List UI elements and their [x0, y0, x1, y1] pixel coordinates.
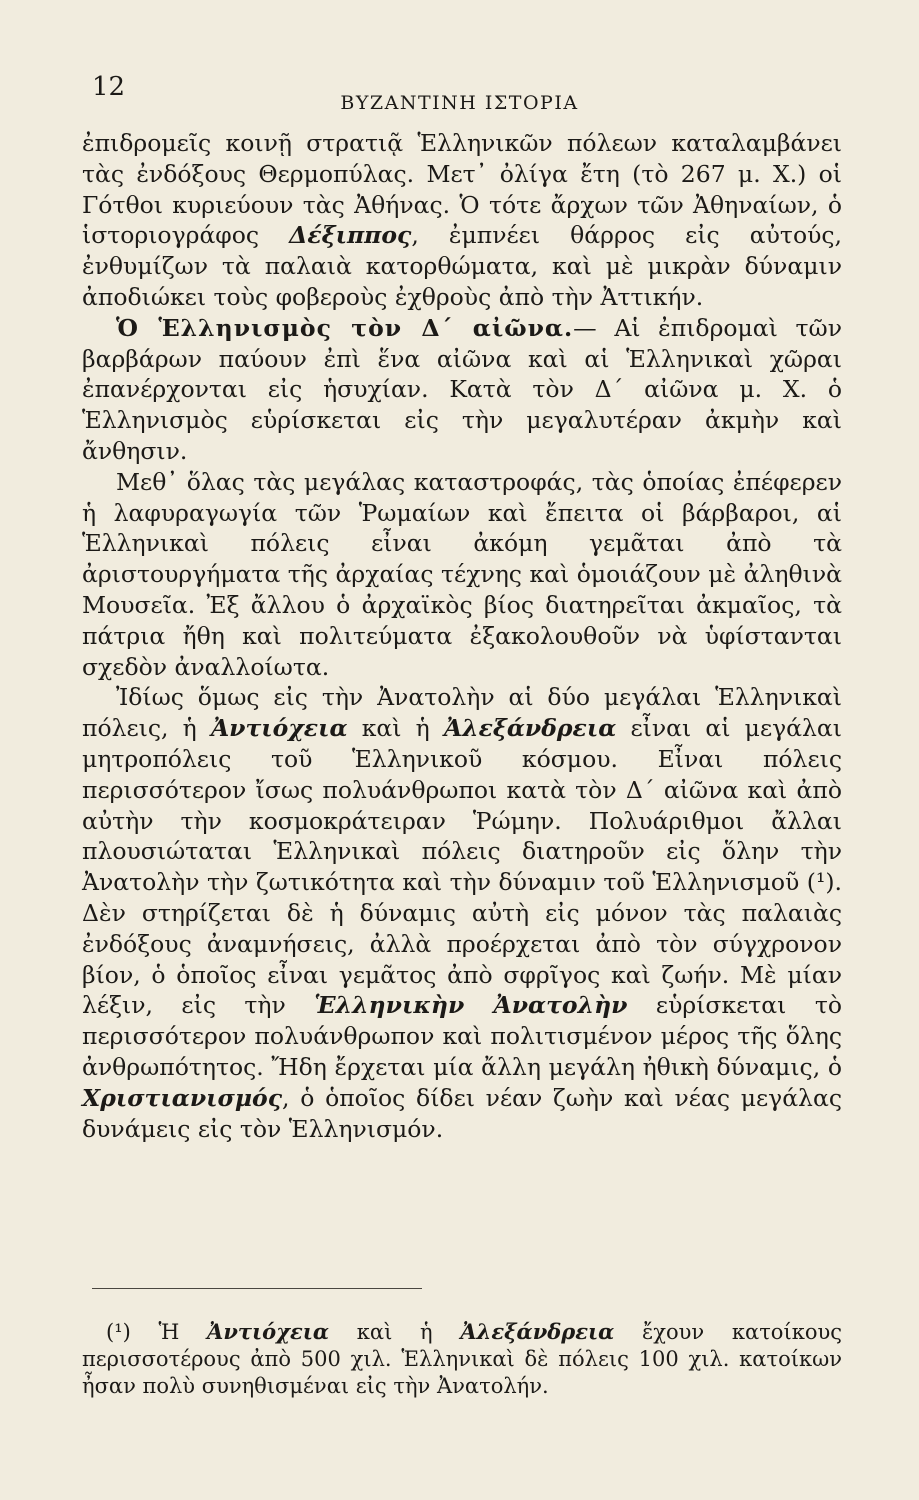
footnote [82, 1318, 842, 1400]
para4-a: Ἰδίως ὅμως εἰς τὴν Ἀνατολὴν αἱ δύο μεγάλαι Ἑλληνικαὶ πόλεις, ἡ [82, 683, 842, 743]
footnote-alexandria: Ἀλεξάνδρεια [460, 1319, 615, 1344]
paragraph-3: Μεθ᾽ ὅλας τὰς μεγάλας καταστροφάς, τὰς ὁποίας ἐπέφερεν ἡ λαφυραγωγία τῶν Ῥωμαίων καὶ ἔπειτα οἱ βάρβαροι, αἱ Ἑλληνικαὶ πόλεις εἶναι ἀκόμη γεμᾶται ἀπὸ τὰ ἀριστουργήματα τῆς ἀρχαίας τέχνης καὶ ὁμοιάζουν μὲ ἀληθινὰ Μουσεῖα. Ἐξ ἄλλου ὁ ἀρχαϊκὸς βίος διατηρεῖται ἀκμαῖος, τὰ πάτρια ἤθη καὶ πολιτεύματα ἐξακολουθοῦν νὰ ὑφίστανται σχεδὸν ἀναλλοίωτα. [82, 467, 842, 681]
para4-d: εὑρίσκεται τὸ περισσότερον πολυάνθρωπον καὶ πολιτισμένον μέρος τῆς ὅλης ἀνθρωπότητος. Ἤδη ἔρχεται μία ἄλλη μεγάλη ἠθικὴ δύναμις, ὁ [82, 991, 842, 1081]
city-alexandria: Ἀλεξάνδρεια [443, 714, 617, 743]
footnote-mid: καὶ ἡ [329, 1320, 461, 1344]
city-antioch: Ἀντιόχεια [210, 714, 348, 743]
footnote-rest: ἔχουν κατοίκους περισσοτέρους ἀπὸ 500 χιλ. Ἑλληνικαὶ δὲ πόλεις 100 χιλ. κατοίκων ἦσαν πολὺ συνηθισμέναι εἰς τὴν Ἀνατολήν. [82, 1320, 842, 1398]
para4-e: , ὁ ὁποῖος δίδει νέαν ζωὴν καὶ νέας μεγάλας δυνάμεις εἰς τὸν Ἑλληνισμόν. [82, 1083, 842, 1143]
footnote-text [82, 1318, 842, 1400]
paragraph-2 [82, 313, 842, 467]
para2-text: — Αἱ ἐπιδρομαὶ τῶν βαρβάρων παύουν ἐπὶ ἕνα αἰῶνα καὶ αἱ Ἑλληνικαὶ χῶραι ἐπανέρχονται εἰς ἡσυχίαν. Κατὰ τὸν Δ΄ αἰῶνα μ. Χ. ὁ Ἑλληνισμὸς εὑρίσκεται εἰς τὴν μεγαλυτέραν ἀκμὴν καὶ ἄνθησιν. [82, 313, 842, 465]
para4-c: εἶναι αἱ μεγάλαι μητροπόλεις τοῦ Ἑλληνικοῦ κόσμου. Εἶναι πόλεις περισσότερον ἴσως πολυάνθρωποι κατὰ τὸν Δ΄ αἰῶνα καὶ ἀπὸ αὐτὴν τὴν κοσμοκράτειραν Ῥώμην. Πολυάριθμοι ἄλλαι πλουσιώταται Ἑλληνικαὶ πόλεις διατηροῦν εἰς ὅλην τὴν Ἀνατολὴν τὴν ζωτικότητα καὶ τὴν δύναμιν τοῦ Ἑλληνισμοῦ (¹). Δὲν στηρίζεται δὲ ἡ δύναμις αὐτὴ εἰς μόνον τὰς παλαιὰς ἐνδόξους ἀναμνήσεις, ἀλλὰ προέρχεται ἀπὸ τὸν σύγχρονον βίον, ὁ ὁποῖος εἶναι γεμᾶτος ἀπὸ σφρῖγος καὶ ζωήν. Μὲ μίαν λέξιν, εἰς τὴν [82, 714, 843, 1020]
christianity: Χριστιανισμός [82, 1083, 283, 1112]
name-dexippos: Δέξιππος [289, 221, 412, 250]
paragraph-4 [82, 682, 842, 1144]
paragraph-1 [82, 128, 842, 313]
para4-b: καὶ ἡ [347, 714, 444, 743]
footnote-divider [92, 1288, 422, 1289]
main-text [82, 128, 842, 1144]
para1-text: ἐπιδρομεῖς κοινῇ στρατιᾷ Ἑλληνικῶν πόλεων καταλαμβάνει τὰς ἐνδόξους Θερμοπύλας. Μετ᾽ ὀλίγα ἔτη (τὸ 267 μ. Χ.) οἱ Γότθοι κυριεύουν τὰς Ἀθήνας. Ὁ τότε ἄρχων τῶν Ἀθηναίων, ὁ ἱστοριογράφος [82, 129, 842, 250]
footnote-marker: (¹) Ἡ [106, 1320, 208, 1344]
footnote-antioch: Ἀντιόχεια [207, 1319, 330, 1344]
hellenic-east: Ἑλληνικὴν Ἀνατολὴν [314, 991, 628, 1020]
para1-end: , ἐμπνέει θάρρος εἰς αὐτούς, ἐνθυμίζων τὰ παλαιὰ κατορθώματα, καὶ μὲ μικρὰν δύναμιν ἀποδιώκει τοὺς φοβεροὺς ἐχθροὺς ἀπὸ τὴν Ἀττικήν. [82, 221, 843, 311]
section-heading: Ὁ Ἑλληνισμὸς τὸν Δ΄ αἰῶνα. [116, 313, 574, 342]
page-number: 12 [92, 72, 126, 102]
running-head: ΒΥΖΑΝΤΙΝΗ ΙΣΤΟΡΙΑ [340, 92, 579, 114]
